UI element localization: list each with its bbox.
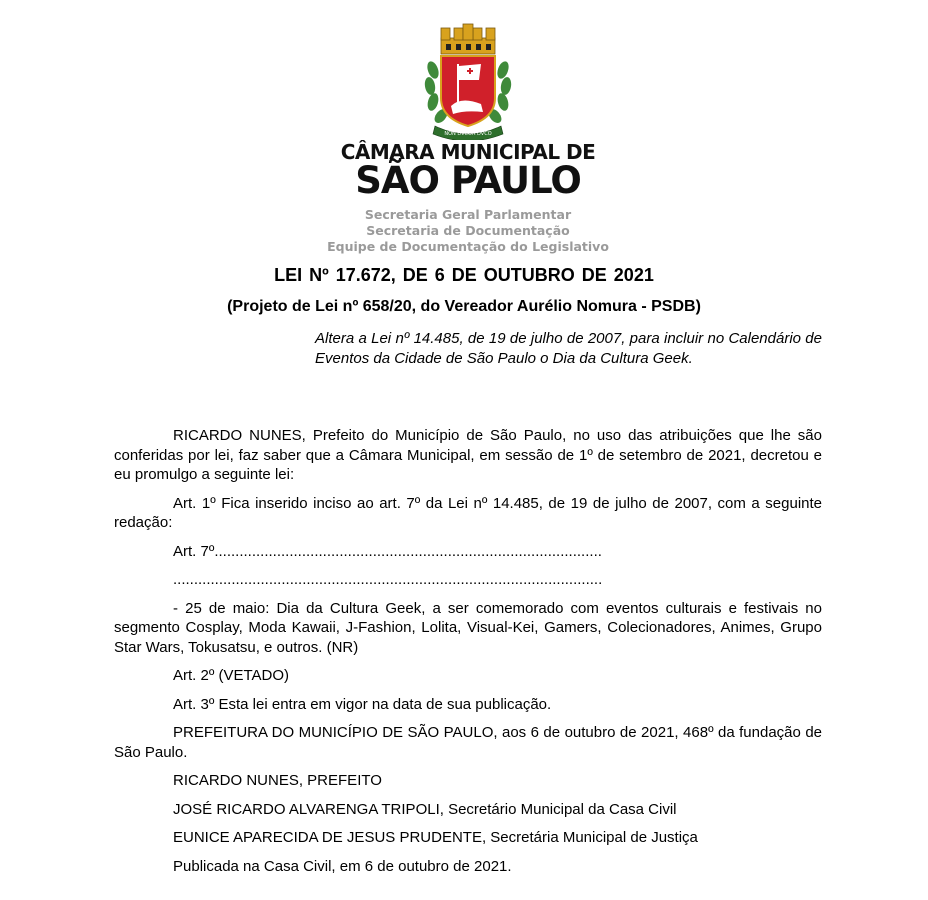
law-title: LEI Nº 17.672, DE 6 DE OUTUBRO DE 2021 <box>274 265 654 285</box>
department-line-3: Equipe de Documentação do Legislativo <box>327 239 609 254</box>
department-line-2: Secretaria de Documentação <box>366 223 570 238</box>
closing-statement: PREFEITURA DO MUNICÍPIO DE SÃO PAULO, aos 6 de outubro de 2021, 468º da fundação de São Paulo. <box>114 724 822 761</box>
city-coat-of-arms-icon <box>421 20 515 140</box>
signature-civil-house: JOSÉ RICARDO ALVARENGA TRIPOLI, Secretário Municipal da Casa Civil <box>173 800 677 818</box>
signature-mayor: RICARDO NUNES, PREFEITO <box>173 772 382 789</box>
law-bill-reference: (Projeto de Lei nº 658/20, do Vereador Aurélio Nomura - PSDB) <box>227 298 701 315</box>
law-summary: Altera a Lei nº 14.485, de 19 de julho de 2007, para incluir no Calendário de Eventos da Cidade de São Paulo o Dia da Cultura Geek. <box>315 330 822 367</box>
article-1: Art. 1º Fica inserido inciso ao art. 7º da Lei nº 14.485, de 19 de julho de 2007, com a seguinte redação: <box>114 494 822 531</box>
preamble: RICARDO NUNES, Prefeito do Município de São Paulo, no uso das atribuições que lhe são conferidas por lei, faz saber que a Câmara Municipal, em sessão de 1º de setembro de 2021, decretou e eu promulgo a seguinte lei: <box>114 427 822 483</box>
omitted-text-line: ....................................................................................................... <box>173 571 603 588</box>
publication-note: Publicada na Casa Civil, em 6 de outubro de 2021. <box>173 857 512 875</box>
law-body <box>114 426 822 885</box>
letterhead <box>0 0 928 260</box>
crest-motto: NON DVCOR DVCO <box>444 131 492 137</box>
department-line-1: Secretaria Geral Parlamentar <box>364 207 572 222</box>
signature-justice: EUNICE APARECIDA DE JESUS PRUDENTE, Secretária Municipal de Justiça <box>173 829 698 846</box>
article-3: Art. 3º Esta lei entra em vigor na data de sua publicação. <box>173 695 552 713</box>
new-inciso: - 25 de maio: Dia da Cultura Geek, a ser comemorado com eventos culturais e festivais no segmento Cosplay, Moda Kawaii, J-Fashion, Lolita, Visual-Kei, Gamers, Colecionadores, Animes, Grupo Star Wars, Tokusatsu, e outros. (NR) <box>114 599 822 656</box>
article-2: Art. 2º (VETADO) <box>173 667 290 684</box>
institution-name-line-1: CÂMARA MUNICIPAL DE <box>340 140 596 164</box>
institution-name-line-2: SÃO PAULO <box>355 159 581 202</box>
article-7-heading: Art. 7º............................................................................................. <box>173 542 602 560</box>
